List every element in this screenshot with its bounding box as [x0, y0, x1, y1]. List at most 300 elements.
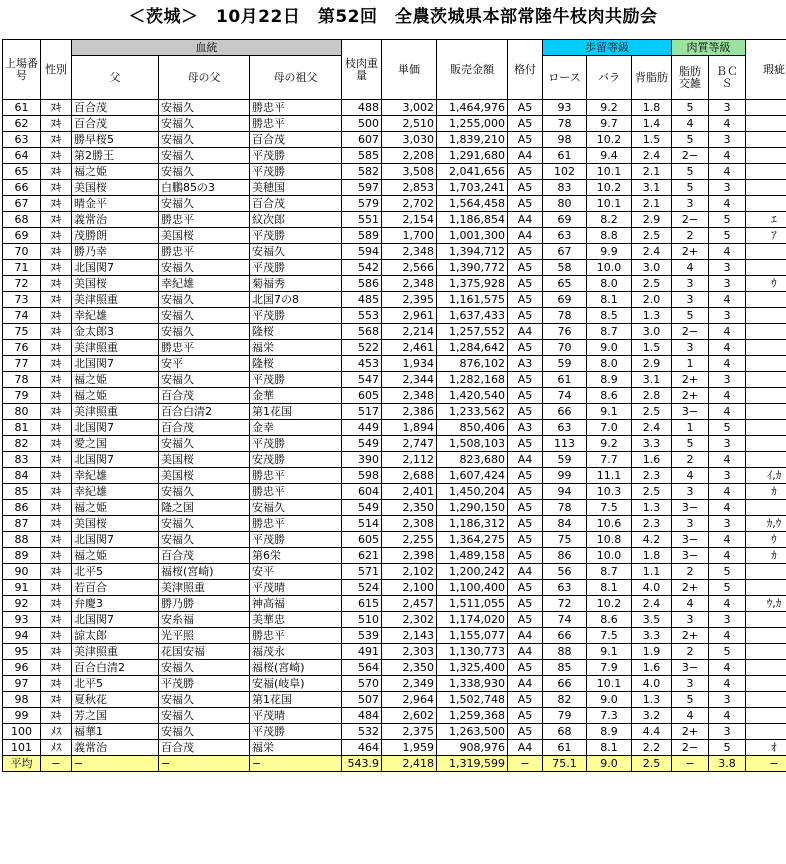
table-row [3, 276, 786, 292]
cell-dam-grandsire: 勝忠平 [250, 484, 342, 500]
cell-sire: 幸紀雄 [72, 484, 159, 500]
cell-rib: 8.9 [587, 724, 632, 740]
cell-sire: 北国関7 [72, 612, 159, 628]
cell-sex: ﾇｷ [41, 436, 72, 452]
cell-carcass-weight: 605 [342, 388, 382, 404]
cell-lot-no: 91 [3, 580, 41, 596]
cell-dam-grandsire: 平茂勝 [250, 532, 342, 548]
average-grade: − [508, 756, 543, 772]
cell-marbling: 2+ [672, 244, 709, 260]
cell-sales-amount: 1,233,562 [437, 404, 508, 420]
table-row [3, 468, 786, 484]
cell-grade: A5 [508, 484, 543, 500]
cell-bcs: 4 [709, 708, 746, 724]
table-row [3, 308, 786, 324]
cell-sales-amount: 1,394,712 [437, 244, 508, 260]
cell-dam-grandsire: 金華 [250, 388, 342, 404]
cell-sales-amount: 1,502,748 [437, 692, 508, 708]
cell-rib: 8.6 [587, 388, 632, 404]
cell-defect [746, 388, 786, 404]
cell-rib: 8.6 [587, 612, 632, 628]
cell-dam-grandsire: 安福久 [250, 244, 342, 260]
table-row [3, 596, 786, 612]
cell-grade: A5 [508, 612, 543, 628]
header-meat-quality: 肉質等級 [672, 40, 746, 56]
cell-dam-sire: 安福久 [159, 164, 250, 180]
cell-grade: A4 [508, 564, 543, 580]
cell-marbling: 2+ [672, 628, 709, 644]
cell-grade: A5 [508, 580, 543, 596]
cell-bcs: 5 [709, 740, 746, 756]
cell-sex: ﾇｷ [41, 180, 72, 196]
cell-sex: ﾇｷ [41, 324, 72, 340]
cell-unit-price: 2,348 [382, 244, 437, 260]
cell-sire: 福華1 [72, 724, 159, 740]
cell-carcass-weight: 598 [342, 468, 382, 484]
cell-marbling: 3 [672, 292, 709, 308]
cell-grade: A3 [508, 420, 543, 436]
cell-unit-price: 2,510 [382, 116, 437, 132]
cell-rib: 9.0 [587, 692, 632, 708]
cell-bcs: 3 [709, 372, 746, 388]
cell-rib: 8.0 [587, 356, 632, 372]
cell-rib: 8.0 [587, 276, 632, 292]
cell-sire: 弁慶3 [72, 596, 159, 612]
header-rib: バラ [587, 56, 632, 100]
cell-marbling: 3 [672, 484, 709, 500]
cell-defect: ｳ,ｶ [746, 596, 786, 612]
cell-rib: 10.8 [587, 532, 632, 548]
cell-grade: A4 [508, 452, 543, 468]
cell-unit-price: 2,208 [382, 148, 437, 164]
cell-marbling: 4 [672, 260, 709, 276]
cell-grade: A5 [508, 516, 543, 532]
cell-loin: 67 [543, 244, 587, 260]
cell-loin: 65 [543, 276, 587, 292]
cell-marbling: 3− [672, 548, 709, 564]
cell-defect [746, 132, 786, 148]
cell-grade: A5 [508, 404, 543, 420]
cell-unit-price: 3,002 [382, 100, 437, 116]
cell-defect [746, 324, 786, 340]
cell-marbling: 2+ [672, 372, 709, 388]
cell-rib: 10.3 [587, 484, 632, 500]
cell-sex: ﾇｷ [41, 148, 72, 164]
cell-rib: 7.5 [587, 628, 632, 644]
cell-rib: 8.1 [587, 740, 632, 756]
cell-lot-no: 90 [3, 564, 41, 580]
cell-back-fat: 3.3 [632, 436, 672, 452]
cell-defect [746, 676, 786, 692]
cell-sex: ﾇｷ [41, 372, 72, 388]
cell-grade: A4 [508, 324, 543, 340]
cell-defect [746, 308, 786, 324]
cell-lot-no: 95 [3, 644, 41, 660]
cell-dam-sire: 安福久 [159, 324, 250, 340]
cell-rib: 10.2 [587, 596, 632, 612]
cell-sire: 第2勝王 [72, 148, 159, 164]
cell-bcs: 4 [709, 356, 746, 372]
cell-carcass-weight: 484 [342, 708, 382, 724]
cell-dam-sire: 安福久 [159, 148, 250, 164]
cell-sales-amount: 1,259,368 [437, 708, 508, 724]
cell-unit-price: 2,102 [382, 564, 437, 580]
cell-defect [746, 708, 786, 724]
cell-unit-price: 2,143 [382, 628, 437, 644]
table-row [3, 132, 786, 148]
cell-grade: A5 [508, 708, 543, 724]
cell-sales-amount: 1,464,976 [437, 100, 508, 116]
cell-bcs: 4 [709, 388, 746, 404]
table-row [3, 692, 786, 708]
cell-sex: ﾇｷ [41, 468, 72, 484]
cell-sales-amount: 876,102 [437, 356, 508, 372]
cell-sex: ﾇｷ [41, 548, 72, 564]
cell-bcs: 4 [709, 500, 746, 516]
cell-unit-price: 2,154 [382, 212, 437, 228]
cell-defect [746, 148, 786, 164]
cell-defect [746, 436, 786, 452]
cell-marbling: 5 [672, 436, 709, 452]
cell-bcs: 3 [709, 260, 746, 276]
cell-bcs: 4 [709, 548, 746, 564]
cell-sales-amount: 1,364,275 [437, 532, 508, 548]
cell-bcs: 3 [709, 692, 746, 708]
cell-defect: ｵ [746, 740, 786, 756]
cell-loin: 58 [543, 260, 587, 276]
cell-rib: 7.9 [587, 660, 632, 676]
cell-back-fat: 2.4 [632, 420, 672, 436]
cell-sales-amount: 1,130,773 [437, 644, 508, 660]
cell-unit-price: 2,964 [382, 692, 437, 708]
cell-bcs: 4 [709, 532, 746, 548]
cell-lot-no: 63 [3, 132, 41, 148]
cell-carcass-weight: 510 [342, 612, 382, 628]
cell-dam-sire: 安福久 [159, 532, 250, 548]
cell-carcass-weight: 586 [342, 276, 382, 292]
table-row [3, 708, 786, 724]
cell-dam-sire: 勝乃勝 [159, 596, 250, 612]
cell-back-fat: 1.3 [632, 692, 672, 708]
header-loin: ロース [543, 56, 587, 100]
average-marbling: − [672, 756, 709, 772]
cell-rib: 9.1 [587, 404, 632, 420]
cell-defect [746, 660, 786, 676]
cell-lot-no: 84 [3, 468, 41, 484]
cell-lot-no: 79 [3, 388, 41, 404]
cell-grade: A5 [508, 116, 543, 132]
cell-carcass-weight: 621 [342, 548, 382, 564]
cell-lot-no: 69 [3, 228, 41, 244]
cell-back-fat: 1.5 [632, 132, 672, 148]
cell-bcs: 3 [709, 724, 746, 740]
cell-sire: 百合茂 [72, 116, 159, 132]
cell-defect [746, 100, 786, 116]
cell-loin: 70 [543, 340, 587, 356]
cell-back-fat: 2.1 [632, 164, 672, 180]
cell-back-fat: 1.4 [632, 116, 672, 132]
cell-sire: 晴金平 [72, 196, 159, 212]
cell-back-fat: 2.8 [632, 388, 672, 404]
cell-sire: 北平5 [72, 676, 159, 692]
cell-sex: ﾇｷ [41, 708, 72, 724]
cell-dam-sire: 白鵬85の3 [159, 180, 250, 196]
cell-dam-grandsire: 第6栄 [250, 548, 342, 564]
cell-dam-sire: 安福久 [159, 308, 250, 324]
table-row [3, 340, 786, 356]
cell-grade: A5 [508, 180, 543, 196]
cell-bcs: 5 [709, 228, 746, 244]
cell-dam-sire: 安平 [159, 356, 250, 372]
cell-dam-sire: 安福久 [159, 516, 250, 532]
cell-lot-no: 87 [3, 516, 41, 532]
cell-carcass-weight: 597 [342, 180, 382, 196]
cell-sire: 義常治 [72, 212, 159, 228]
cell-back-fat: 3.0 [632, 260, 672, 276]
cell-sex: ﾇｷ [41, 244, 72, 260]
cell-rib: 8.8 [587, 228, 632, 244]
table-row [3, 148, 786, 164]
cell-carcass-weight: 585 [342, 148, 382, 164]
cell-dam-sire: 平茂勝 [159, 676, 250, 692]
header-grade: 格付 [508, 40, 543, 100]
table-row [3, 212, 786, 228]
cell-lot-no: 78 [3, 372, 41, 388]
cell-sire: 若百合 [72, 580, 159, 596]
cell-dam-grandsire: 安福(岐阜) [250, 676, 342, 692]
cell-carcass-weight: 539 [342, 628, 382, 644]
cell-rib: 11.1 [587, 468, 632, 484]
cell-sales-amount: 1,290,150 [437, 500, 508, 516]
cell-defect [746, 244, 786, 260]
cell-dam-sire: 美国桜 [159, 452, 250, 468]
cell-back-fat: 2.5 [632, 404, 672, 420]
cell-loin: 83 [543, 180, 587, 196]
cell-lot-no: 74 [3, 308, 41, 324]
header-dam-grandsire: 母の祖父 [250, 56, 342, 100]
cell-bcs: 4 [709, 404, 746, 420]
table-row [3, 676, 786, 692]
cell-sex: ﾇｷ [41, 276, 72, 292]
cell-defect [746, 180, 786, 196]
cell-marbling: 2− [672, 212, 709, 228]
cell-dam-sire: 安福久 [159, 260, 250, 276]
header-sex: 性別 [41, 40, 72, 100]
cell-defect [746, 292, 786, 308]
header-sales-amount: 販売金額 [437, 40, 508, 100]
cell-loin: 63 [543, 420, 587, 436]
cell-grade: A5 [508, 596, 543, 612]
cell-lot-no: 92 [3, 596, 41, 612]
cell-rib: 9.4 [587, 148, 632, 164]
cell-marbling: 5 [672, 132, 709, 148]
table-row [3, 164, 786, 180]
cell-rib: 8.7 [587, 564, 632, 580]
cell-sales-amount: 1,263,500 [437, 724, 508, 740]
cell-back-fat: 2.1 [632, 196, 672, 212]
cell-back-fat: 2.0 [632, 292, 672, 308]
cell-rib: 8.2 [587, 212, 632, 228]
header-bloodline: 血統 [72, 40, 342, 56]
table-row [3, 324, 786, 340]
cell-dam-grandsire: 平茂晴 [250, 708, 342, 724]
cell-rib: 9.2 [587, 100, 632, 116]
cell-sex: ﾇｷ [41, 660, 72, 676]
cell-grade: A4 [508, 644, 543, 660]
cell-dam-sire: 百合白清2 [159, 404, 250, 420]
cell-loin: 72 [543, 596, 587, 612]
cell-unit-price: 2,112 [382, 452, 437, 468]
cell-sex: ﾇｷ [41, 228, 72, 244]
cell-sex: ﾇｷ [41, 532, 72, 548]
cell-loin: 59 [543, 452, 587, 468]
average-dam-sire: − [159, 756, 250, 772]
cell-back-fat: 2.4 [632, 244, 672, 260]
cell-lot-no: 77 [3, 356, 41, 372]
cell-loin: 78 [543, 308, 587, 324]
header-carcass-weight: 枝肉重量 [342, 40, 382, 100]
cell-lot-no: 62 [3, 116, 41, 132]
cell-dam-sire: 美津照重 [159, 580, 250, 596]
cell-loin: 113 [543, 436, 587, 452]
table-row [3, 388, 786, 404]
cell-dam-grandsire: 百合茂 [250, 132, 342, 148]
cell-dam-sire: 勝忠平 [159, 244, 250, 260]
cell-back-fat: 2.5 [632, 228, 672, 244]
cell-loin: 80 [543, 196, 587, 212]
table-row [3, 660, 786, 676]
cell-sales-amount: 1,174,020 [437, 612, 508, 628]
header-sire: 父 [72, 56, 159, 100]
cell-carcass-weight: 453 [342, 356, 382, 372]
cell-bcs: 4 [709, 292, 746, 308]
cell-dam-sire: 安福久 [159, 372, 250, 388]
cell-sire: 北国関7 [72, 260, 159, 276]
cell-rib: 8.1 [587, 292, 632, 308]
cell-grade: A5 [508, 244, 543, 260]
cell-back-fat: 4.0 [632, 676, 672, 692]
cell-bcs: 4 [709, 484, 746, 500]
cell-grade: A4 [508, 212, 543, 228]
cell-loin: 63 [543, 228, 587, 244]
cell-sire: 北平5 [72, 564, 159, 580]
cell-sire: 美国桜 [72, 276, 159, 292]
cell-lot-no: 93 [3, 612, 41, 628]
cell-marbling: 2 [672, 644, 709, 660]
cell-sex: ﾇｷ [41, 308, 72, 324]
table-row [3, 436, 786, 452]
cell-bcs: 3 [709, 612, 746, 628]
cell-carcass-weight: 589 [342, 228, 382, 244]
cell-unit-price: 2,214 [382, 324, 437, 340]
cell-sales-amount: 1,703,241 [437, 180, 508, 196]
cell-unit-price: 2,688 [382, 468, 437, 484]
cell-bcs: 4 [709, 452, 746, 468]
cell-unit-price: 2,398 [382, 548, 437, 564]
cell-sire: 福之姫 [72, 548, 159, 564]
results-table [2, 39, 786, 772]
cell-dam-grandsire: 平茂勝 [250, 164, 342, 180]
cell-sire: 美津照重 [72, 404, 159, 420]
cell-unit-price: 2,853 [382, 180, 437, 196]
cell-dam-sire: 安福久 [159, 196, 250, 212]
cell-lot-no: 80 [3, 404, 41, 420]
cell-sex: ﾇｷ [41, 116, 72, 132]
cell-marbling: 2+ [672, 580, 709, 596]
cell-sire: 美国桜 [72, 180, 159, 196]
cell-carcass-weight: 522 [342, 340, 382, 356]
cell-sex: ﾒｽ [41, 724, 72, 740]
cell-dam-grandsire: 隆桜 [250, 324, 342, 340]
cell-sales-amount: 1,508,103 [437, 436, 508, 452]
cell-bcs: 4 [709, 324, 746, 340]
cell-loin: 88 [543, 644, 587, 660]
average-unit-price: 2,418 [382, 756, 437, 772]
cell-dam-sire: 百合茂 [159, 420, 250, 436]
cell-rib: 10.1 [587, 196, 632, 212]
cell-sales-amount: 1,282,168 [437, 372, 508, 388]
cell-lot-no: 82 [3, 436, 41, 452]
cell-carcass-weight: 524 [342, 580, 382, 596]
cell-sales-amount: 1,155,077 [437, 628, 508, 644]
table-row [3, 452, 786, 468]
cell-unit-price: 3,508 [382, 164, 437, 180]
cell-sales-amount: 1,375,928 [437, 276, 508, 292]
cell-loin: 79 [543, 708, 587, 724]
cell-rib: 7.7 [587, 452, 632, 468]
table-row [3, 356, 786, 372]
cell-loin: 66 [543, 628, 587, 644]
cell-lot-no: 70 [3, 244, 41, 260]
table-row [3, 116, 786, 132]
cell-unit-price: 1,700 [382, 228, 437, 244]
cell-sales-amount: 1,607,424 [437, 468, 508, 484]
cell-lot-no: 83 [3, 452, 41, 468]
cell-bcs: 5 [709, 580, 746, 596]
cell-bcs: 5 [709, 564, 746, 580]
cell-sex: ﾇｷ [41, 404, 72, 420]
cell-lot-no: 73 [3, 292, 41, 308]
cell-grade: A5 [508, 468, 543, 484]
cell-dam-grandsire: 平茂勝 [250, 228, 342, 244]
average-label: 平均 [3, 756, 41, 772]
cell-rib: 9.1 [587, 644, 632, 660]
table-row [3, 500, 786, 516]
cell-sex: ﾇｷ [41, 212, 72, 228]
cell-dam-sire: 安福久 [159, 100, 250, 116]
cell-lot-no: 61 [3, 100, 41, 116]
cell-loin: 99 [543, 468, 587, 484]
cell-back-fat: 2.9 [632, 356, 672, 372]
cell-unit-price: 2,395 [382, 292, 437, 308]
cell-dam-grandsire: 福栄 [250, 340, 342, 356]
cell-sex: ﾇｷ [41, 388, 72, 404]
cell-back-fat: 2.5 [632, 276, 672, 292]
cell-grade: A5 [508, 292, 543, 308]
cell-sire: 美国桜 [72, 516, 159, 532]
cell-unit-price: 2,702 [382, 196, 437, 212]
cell-marbling: 5 [672, 100, 709, 116]
cell-dam-sire: 勝忠平 [159, 212, 250, 228]
cell-back-fat: 3.2 [632, 708, 672, 724]
table-row [3, 628, 786, 644]
cell-marbling: 1 [672, 420, 709, 436]
cell-loin: 61 [543, 148, 587, 164]
cell-loin: 69 [543, 212, 587, 228]
cell-rib: 8.1 [587, 580, 632, 596]
cell-back-fat: 2.9 [632, 212, 672, 228]
cell-sales-amount: 1,450,204 [437, 484, 508, 500]
